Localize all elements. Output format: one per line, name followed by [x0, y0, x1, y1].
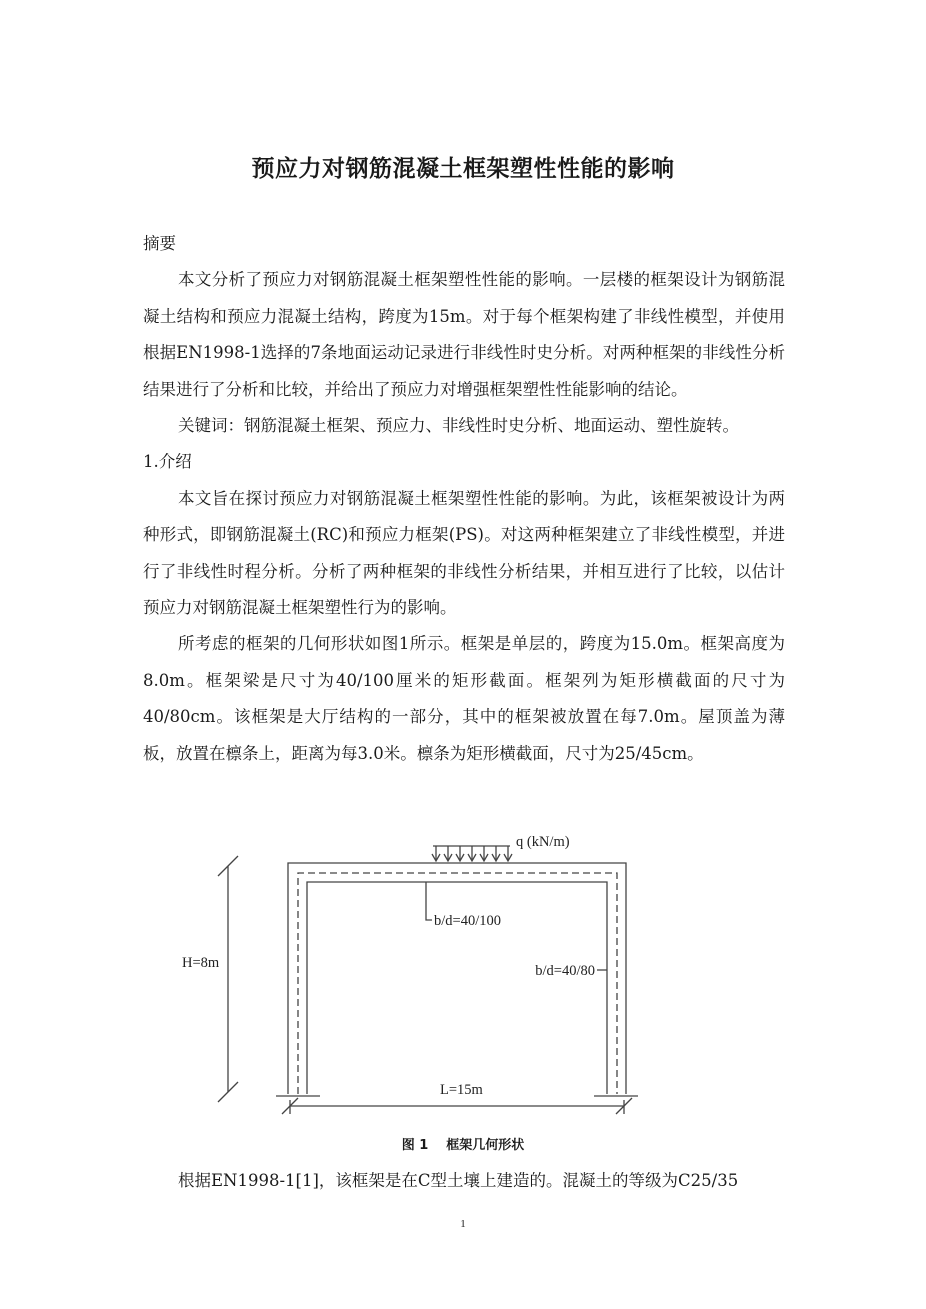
frame-centerline: [298, 873, 617, 1094]
section-heading: 1.介绍: [143, 452, 192, 472]
keywords: 关键词：钢筋混凝土框架、预应力、非线性时史分析、地面运动、塑性旋转。: [178, 416, 739, 436]
section-paragraph-1: 本文旨在探讨预应力对钢筋混凝土框架塑性性能的影响。为此，该框架被设计为两种形式，即钢筋混凝土(RC)和预应力框架(PS)。对这两种框架建立了非线性模型，并进行了非线性时程分析。分析了两种框架的非线性分析结果，并相互进行了比较，以估计预应力对钢筋混凝土框架塑性行为的影响。: [143, 488, 785, 618]
paper-body: [143, 226, 785, 772]
abstract-heading: 摘要: [143, 234, 176, 253]
height-label: H=8m: [182, 955, 220, 971]
distributed-load-arrows: [432, 846, 512, 861]
caption-text: 框架几何形状: [446, 1138, 525, 1153]
figure-caption: [0, 1134, 926, 1153]
paper-title: 预应力对钢筋混凝土框架塑性性能的影响: [251, 156, 675, 182]
beam-label: b/d=40/100: [434, 913, 501, 929]
column-label: b/d=40/80: [535, 963, 595, 979]
abstract-text: 本文分析了预应力对钢筋混凝土框架塑性性能的影响。一层楼的框架设计为钢筋混凝土结构和预应力混凝土结构，跨度为15m。对于每个框架构建了非线性模型，并使用根据EN1998-1选择的7条地面运动记录进行非线性时史分析。对两种框架的非线性分析结果进行了分析和比较，并给出了预应力对增强框架塑性性能影响的结论。: [143, 270, 785, 399]
beam-label-leader: [426, 882, 432, 920]
load-label: q (kN/m): [516, 834, 570, 850]
span-label: L=15m: [440, 1082, 483, 1098]
continuation-paragraph: 根据EN1998-1[1]，该框架是在C型土壤上建造的。混凝土的等级为C25/35: [178, 1171, 739, 1190]
caption-number: 图 1: [401, 1138, 429, 1153]
frame-geometry-figure: [170, 822, 670, 1122]
page-number: 1: [460, 1218, 466, 1230]
section-paragraph-2: 所考虑的框架的几何形状如图1所示。框架是单层的，跨度为15.0m。框架高度为8.0m。框架梁是尺寸为40/100厘米的矩形截面。框架列为矩形横截面的尺寸为40/80cm。该框架是大厅结构的一部分，其中的框架被放置在每7.0m。屋顶盖为薄板，放置在檩条上，距离为每3.0米。檩条为矩形横截面，尺寸为25/45cm。: [143, 634, 785, 763]
